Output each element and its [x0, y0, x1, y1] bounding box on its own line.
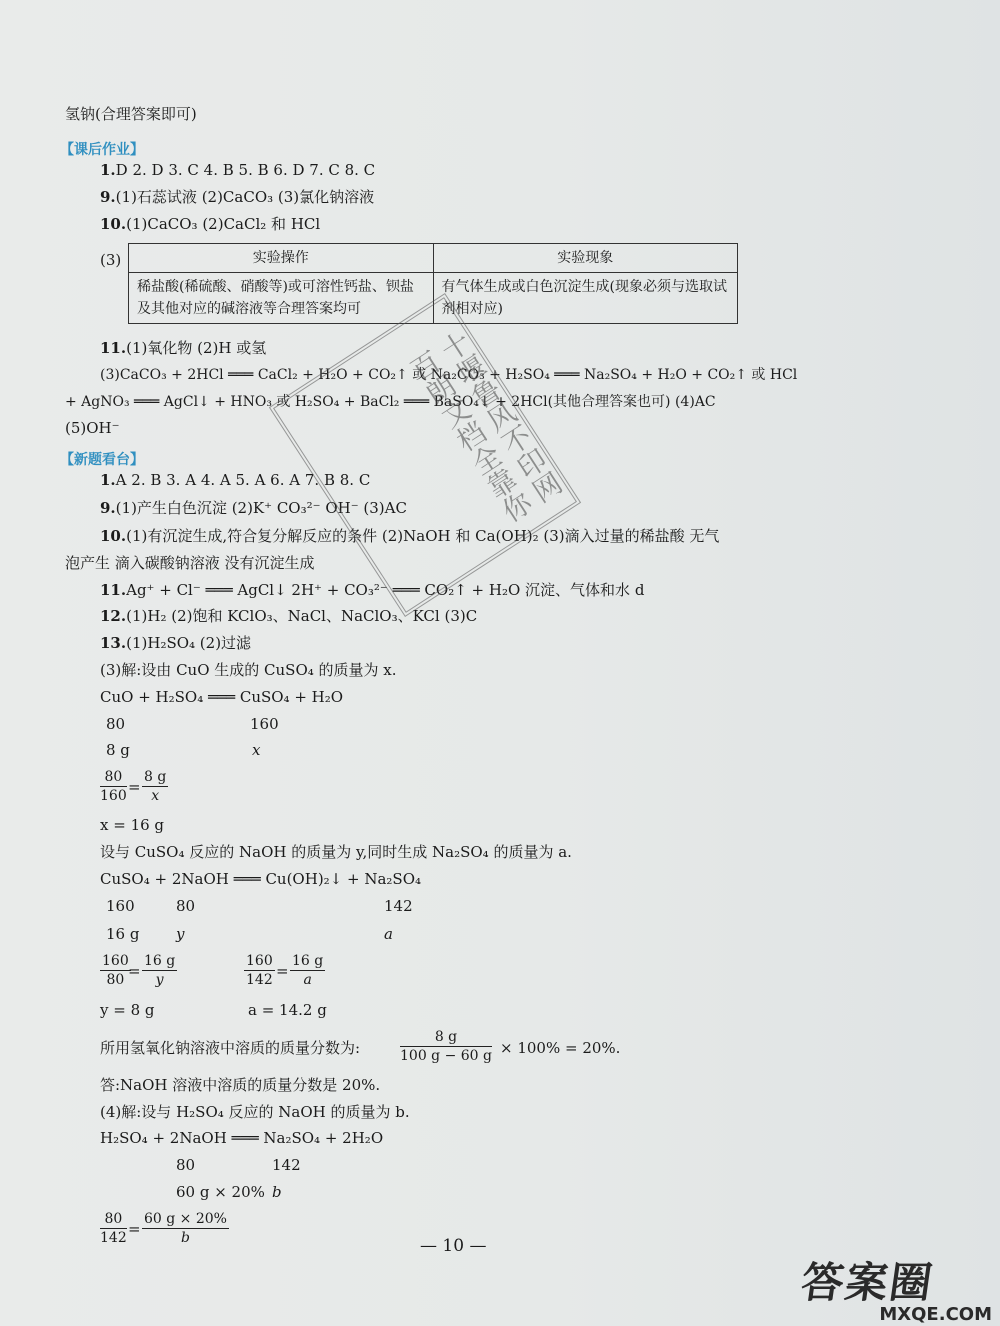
table-cell: 稀盐酸(稀硫酸、硝酸等)或可溶性钙盐、钡盐及其他对应的碱溶液等合理答案均可: [129, 273, 434, 324]
equation-coef: 160: [250, 715, 279, 733]
equation-coef: 80: [176, 897, 196, 915]
fraction-denominator: y: [155, 972, 164, 988]
ink-stamp: 十堰鲁风不印网 百朗文档全靠你: [269, 293, 581, 617]
fraction-denominator: 80: [106, 972, 125, 988]
equation-coef: y: [176, 925, 185, 943]
fraction-numerator: 160: [246, 953, 273, 969]
table-label: (3): [100, 251, 122, 269]
fraction-denominator: x: [151, 788, 160, 804]
table-header: 实验操作: [129, 244, 434, 273]
table-cell: 有气体生成或白色沉淀生成(现象必须与选取试剂相对应): [433, 273, 738, 324]
text-line: a = 14.2 g: [248, 1001, 327, 1019]
answer-text: (1)氧化物 (2)H 或氢: [126, 339, 267, 357]
answer-text: (1)石蕊试液 (2)CaCO₃ (3)氯化钠溶液: [115, 188, 375, 206]
text-line: 答:NaOH 溶液中溶质的质量分数是 20%.: [100, 1076, 381, 1094]
text-line: 氢钠(合理答案即可): [65, 105, 197, 123]
answer-text: (1)CaCO₃ (2)CaCl₂ 和 HCl: [126, 215, 321, 233]
question-number: 11.: [100, 339, 127, 357]
question-number: 1.: [100, 161, 116, 179]
fraction-numerator: 16 g: [144, 953, 176, 969]
equation-coef: 16 g: [106, 925, 140, 943]
section-tag-homework: 【课后作业】: [60, 142, 144, 158]
table-header: 实验现象: [433, 244, 738, 273]
text-line: (5)OH⁻: [65, 419, 120, 437]
answer-text: (1)产生白色沉淀 (2)K⁺ CO₃²⁻ OH⁻ (3)AC: [115, 499, 407, 517]
fraction-numerator: 80: [100, 1210, 127, 1229]
equals-sign: =: [276, 962, 289, 980]
equation-coef: 160: [106, 897, 135, 915]
equation-line: CuO + H₂SO₄ ═══ CuSO₄ + H₂O: [100, 688, 344, 706]
text-line: 所用氢氧化钠溶液中溶质的质量分数为:: [100, 1039, 361, 1057]
equals-sign: =: [128, 962, 141, 980]
equation-coef: 8 g: [106, 741, 130, 759]
text-line: x = 16 g: [100, 816, 165, 834]
fraction: [400, 1028, 492, 1065]
text-line: (4)解:设与 H₂SO₄ 反应的 NaOH 的质量为 b.: [100, 1103, 410, 1121]
question-number: 9.: [100, 188, 116, 206]
equation-coef: 142: [384, 897, 413, 915]
fraction: [142, 1210, 229, 1247]
page-number: — 10 —: [420, 1236, 487, 1256]
fraction: [100, 952, 131, 989]
text-line: 泡产生 滴入碳酸钠溶液 没有沉淀生成: [65, 554, 315, 572]
fraction-numerator: 8 g: [144, 769, 167, 785]
answer-line: [100, 214, 320, 234]
text-line: + AgNO₃ ═══ AgCl↓ + HNO₃ 或 H₂SO₄ + BaCl₂ ═══ BaSO₄↓ + 2HCl(其他合理答案也可) (4)AC: [65, 394, 716, 410]
answer-line: [100, 633, 251, 653]
fraction-numerator: 160: [102, 953, 129, 969]
text-line: × 100% = 20%.: [500, 1039, 621, 1057]
answer-line: [100, 338, 266, 358]
fraction: [290, 952, 325, 989]
question-number: 11.: [100, 581, 127, 599]
section-tag-new-questions: 【新题看台】: [60, 452, 144, 468]
question-number: 12.: [100, 607, 127, 625]
fraction: [142, 952, 177, 989]
question-number: 13.: [100, 634, 127, 652]
answer-text: (1)H₂SO₄ (2)过滤: [126, 634, 252, 652]
watermark-logo: 答案圈: [798, 1258, 938, 1307]
answer-text: A 2. B 3. A 4. A 5. A 6. A 7. B 8. C: [115, 471, 371, 489]
equation-coef: a: [384, 925, 393, 943]
equation-coef: 80: [106, 715, 126, 733]
text-line: (3)解:设由 CuO 生成的 CuSO₄ 的质量为 x.: [100, 661, 397, 679]
equation-line: H₂SO₄ + 2NaOH ═══ Na₂SO₄ + 2H₂O: [100, 1129, 384, 1147]
question-number: 1.: [100, 471, 116, 489]
answer-line: [100, 187, 374, 207]
equation-line: CuSO₄ + 2NaOH ═══ Cu(OH)₂↓ + Na₂SO₄: [100, 870, 422, 888]
fraction: [244, 952, 275, 989]
fraction: [100, 1210, 127, 1247]
equals-sign: =: [128, 778, 141, 796]
answer-text: (1)H₂ (2)饱和 KClO₃、NaCl、NaClO₃、KCl (3)C: [126, 607, 478, 625]
equation-coef: 60 g × 20%: [176, 1183, 265, 1201]
site-watermark: [798, 1250, 992, 1325]
text-line: y = 8 g: [100, 1001, 155, 1019]
answer-text: D 2. D 3. C 4. B 5. B 6. D 7. C 8. C: [115, 161, 376, 179]
answer-line: [100, 580, 644, 600]
fraction-denominator: 142: [246, 972, 273, 988]
equation-coef: x: [252, 741, 261, 759]
fraction-numerator: 60 g × 20%: [144, 1211, 227, 1227]
equation-coef: 142: [272, 1156, 301, 1174]
watermark-url: MXQE.COM: [879, 1304, 992, 1325]
fraction: [100, 768, 127, 805]
fraction-denominator: 142: [100, 1230, 127, 1246]
answer-line: [100, 606, 477, 626]
fraction: [142, 768, 168, 805]
fraction-numerator: 16 g: [292, 953, 324, 969]
fraction-numerator: 80: [100, 768, 127, 787]
table-header-row: [129, 244, 738, 273]
question-number: 9.: [100, 499, 116, 517]
equals-sign: =: [128, 1220, 141, 1238]
fraction-denominator: b: [181, 1230, 190, 1246]
equation-coef: b: [272, 1183, 282, 1201]
equation-coef: 80: [176, 1156, 196, 1174]
answer-text: Ag⁺ + Cl⁻ ═══ AgCl↓ 2H⁺ + CO₃²⁻ ═══ CO₂↑ + H₂O 沉淀、气体和水 d: [126, 581, 645, 599]
text-line: (3)CaCO₃ + 2HCl ═══ CaCl₂ + H₂O + CO₂↑ 或 Na₂CO₃ + H₂SO₄ ═══ Na₂SO₄ + H₂O + CO₂↑ 或 HCl: [100, 367, 798, 383]
question-number: 10.: [100, 215, 127, 233]
text-line: 设与 CuSO₄ 反应的 NaOH 的质量为 y,同时生成 Na₂SO₄ 的质量为 a.: [100, 843, 572, 861]
fraction-denominator: 160: [100, 788, 127, 804]
fraction-denominator: a: [303, 972, 312, 988]
question-number: 10.: [100, 527, 127, 545]
answer-text: (1)有沉淀生成,符合复分解反应的条件 (2)NaOH 和 Ca(OH)₂ (3)滴入过量的稀盐酸 无气: [126, 527, 720, 545]
fraction-numerator: 8 g: [400, 1028, 492, 1047]
answer-line: [100, 160, 375, 180]
fraction-denominator: 100 g − 60 g: [400, 1048, 492, 1064]
